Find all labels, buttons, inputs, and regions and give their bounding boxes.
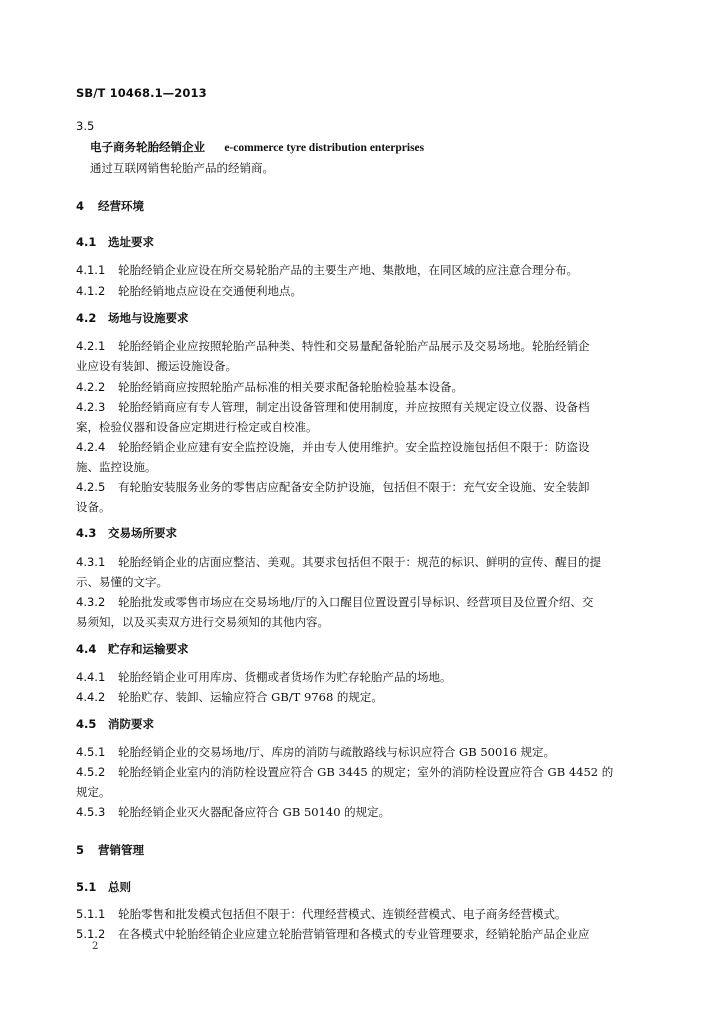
clause-4-3-2-cont: 易须知，以及买卖双方进行交易须知的其他内容。	[76, 615, 329, 629]
clause-4-1-1: 4.1.1 轮胎经销企业应设在所交易轮胎产品的主要生产地、集散地，在同区域的应注意合理分布。	[76, 263, 578, 277]
clause-4-2-4: 4.2.4 轮胎经销企业应建有安全监控设施，并由专人使用维护。安全监控设施包括但不限于：防盗设	[76, 440, 590, 454]
clause-4-2-3: 4.2.3 轮胎经销商应有专人管理，制定出设备管理和使用制度，并应按照有关规定设立仪器、设备档	[76, 400, 590, 414]
section-4-heading: 4 经营环境	[76, 199, 144, 213]
section-4-5-heading: 4.5 消防要求	[76, 717, 154, 731]
clause-4-2-2: 4.2.2 轮胎经销商应按照轮胎产品标准的相关要求配备轮胎检验基本设备。	[76, 380, 463, 394]
section-4-1-heading: 4.1 选址要求	[76, 235, 154, 249]
clause-4-2-5-cont: 设备。	[76, 500, 111, 514]
clause-3-5-term	[90, 137, 664, 159]
clause-3-5-number: 3.5	[76, 119, 95, 133]
clause-4-2-4-cont: 施、监控设施。	[76, 460, 157, 474]
clause-4-3-1-cont: 示、易懂的文字。	[76, 575, 168, 589]
page-number: 2	[92, 941, 99, 952]
section-4-4-heading: 4.4 贮存和运输要求	[76, 642, 189, 656]
section-4-2-heading: 4.2 场地与设施要求	[76, 311, 189, 325]
clause-4-5-1: 4.5.1 轮胎经销企业的交易场地/厅、库房的消防与疏散路线与标识应符合 GB 50016 规定。	[76, 745, 556, 759]
clause-4-4-1: 4.4.1 轮胎经销企业可用库房、货棚或者货场作为贮存轮胎产品的场地。	[76, 670, 452, 684]
clause-4-4-2: 4.4.2 轮胎贮存、装卸、运输应符合 GB/T 9768 的规定。	[76, 690, 383, 704]
clause-4-5-2-cont: 规定。	[76, 785, 111, 799]
clause-4-1-2: 4.1.2 轮胎经销地点应设在交通便利地点。	[76, 284, 302, 298]
section-5-1-heading: 5.1 总则	[76, 880, 131, 894]
clause-4-2-3-cont: 案，检验仪器和设备应定期进行检定或自校准。	[76, 420, 318, 434]
clause-4-3-2: 4.3.2 轮胎批发或零售市场应在交易场地/厅的入口醒目位置设置引导标识、经营项目及位置介绍、交	[76, 595, 594, 609]
clause-5-1-2: 5.1.2 在各模式中轮胎经销企业应建立轮胎营销管理和各模式的专业管理要求，经销轮胎产品企业应	[76, 927, 590, 941]
clause-4-3-1: 4.3.1 轮胎经销企业的店面应整洁、美观。其要求包括但不限于：规范的标识、鲜明的宣传、醒目的提	[76, 555, 601, 569]
clause-3-5-definition: 通过互联网销售轮胎产品的经销商。	[90, 161, 274, 175]
clause-4-2-1-cont: 业应设有装卸、搬运设施设备。	[76, 359, 237, 373]
standard-code-header: SB/T 10468.1—2013	[76, 86, 207, 100]
section-4-3-heading: 4.3 交易场所要求	[76, 526, 177, 540]
section-5-heading: 5 营销管理	[76, 843, 144, 857]
clause-4-2-1: 4.2.1 轮胎经销企业应按照轮胎产品种类、特性和交易量配备轮胎产品展示及交易场地。轮胎经销企	[76, 339, 590, 353]
clause-4-2-5: 4.2.5 有轮胎安装服务业务的零售店应配备安全防护设施，包括但不限于：充气安全设施、安全装卸	[76, 480, 590, 494]
clause-5-1-1: 5.1.1 轮胎零售和批发模式包括但不限于：代理经营模式、连锁经营模式、电子商务经营模式。	[76, 907, 567, 921]
term-chinese: 电子商务轮胎经销企业	[90, 140, 205, 154]
clause-4-5-3: 4.5.3 轮胎经销企业灭火器配备应符合 GB 50140 的规定。	[76, 805, 391, 819]
term-english: e-commerce tyre distribution enterprises	[224, 142, 425, 154]
clause-4-5-2: 4.5.2 轮胎经销企业室内的消防栓设置应符合 GB 3445 的规定；室外的消防栓设置应符合 GB 4452 的	[76, 765, 614, 779]
